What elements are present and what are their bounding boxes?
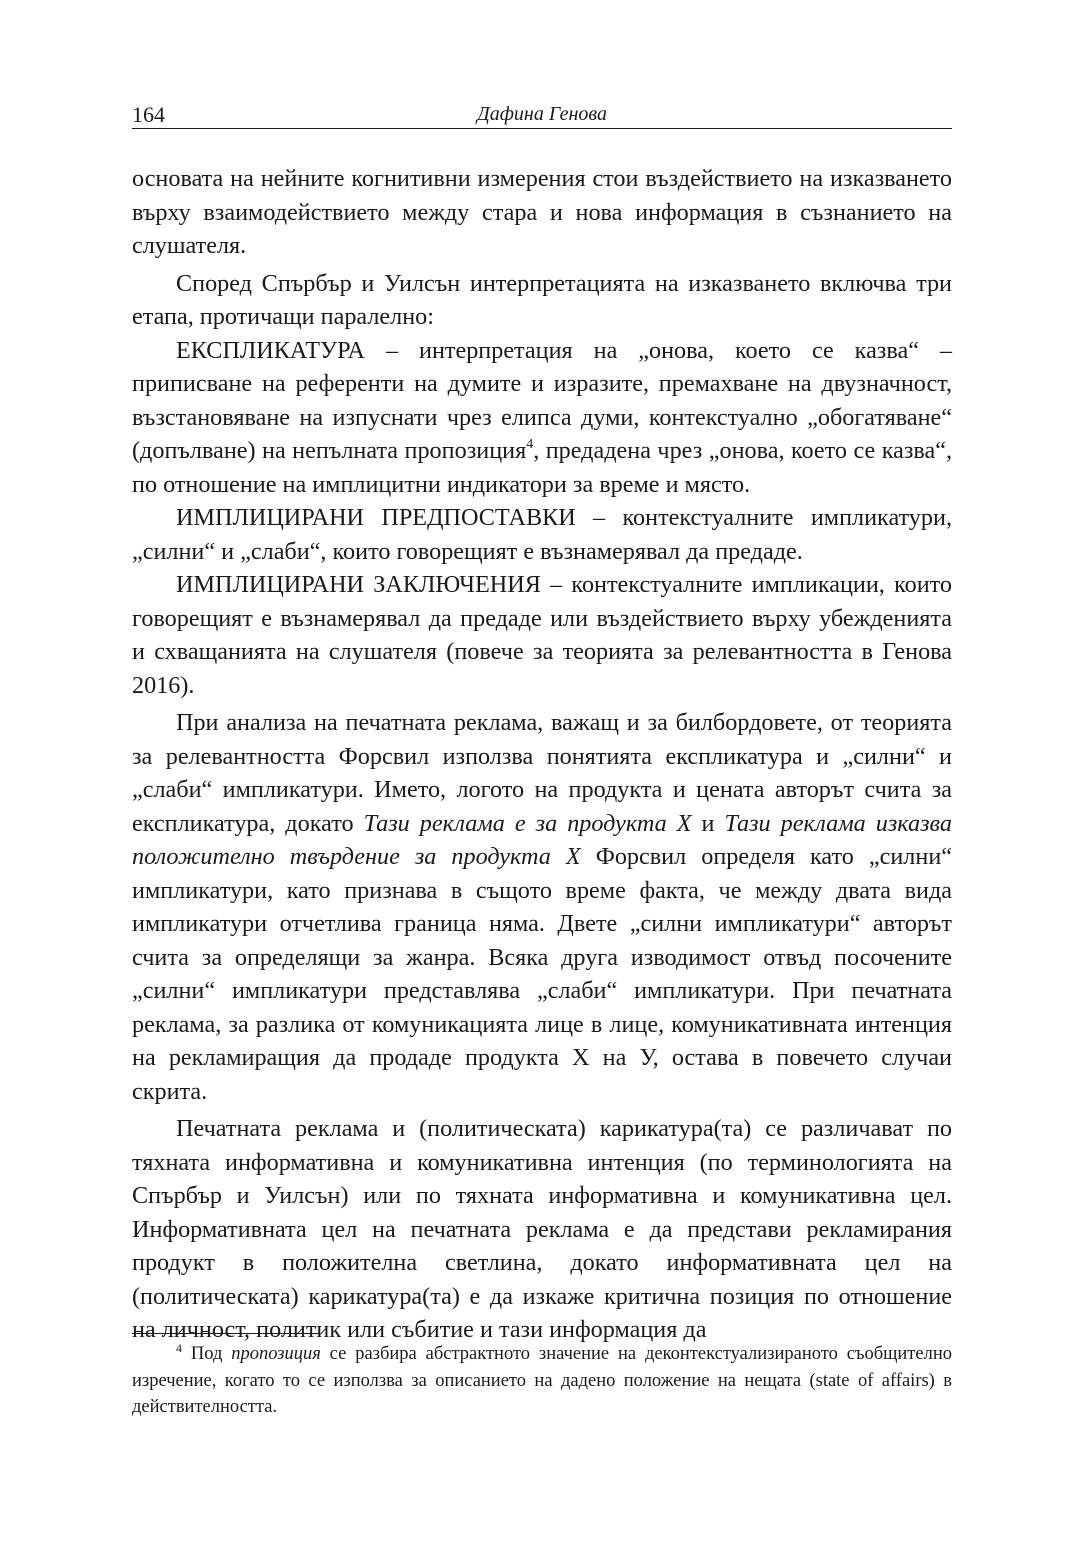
paragraph-implicated-premises: ИМПЛИЦИРАНИ ПРЕДПОСТАВКИ – контекстуалните импликатури, „силни“ и „слаби“, които говорещият е възнамерявал да предаде. (132, 504, 952, 565)
paragraph-implicated-conclusions: ИМПЛИЦИРАНИ ЗАКЛЮЧЕНИЯ – контекстуалните импликации, които говорещият е възнамерявал да предаде или въздействието върху убежденията и схващанията на слушателя (повече за теорията за релевантността в Генова 2016). (132, 571, 952, 699)
footnote-divider (132, 1333, 320, 1334)
conjunction: и (691, 809, 725, 837)
running-header (132, 100, 952, 129)
paragraph-2: Според Спърбър и Уилсън интерпретацията на изказването включва три етапа, протичащи паралелно: (132, 269, 952, 330)
paragraph-1: основата на нейните когнитивни измерения стои въздействието на изказването върху взаимодействието между стара и нова информация в съзнанието на слушателя. (132, 165, 952, 259)
body-text (132, 162, 952, 1347)
explicature-text: ЕКСПЛИКАТУРА – интерпретация на „онова, което се казва“ – приписване на референти на думите и изразите, премахване на двузначност, възстановяване на изпуснати чрез елипса думи, контекстуално „обогатяване“ (допълване) на непълната пропозиция (132, 336, 952, 464)
footnote-number: 4 (176, 1341, 182, 1355)
footnote-text: се разбира абстрактното значение на деконтекстуализираното съобщително изречение, когато то се използва за описанието на дадено положение на нещата (state of affairs) в действителността. (132, 1344, 952, 1417)
footnote (132, 1341, 952, 1421)
italic-phrase-2: Тази реклама изказва положително твърдение за продукта X (132, 809, 952, 870)
page-number: 164 (132, 102, 165, 127)
paragraph-explicature (132, 334, 952, 502)
footnote-lead: Под (182, 1344, 232, 1364)
paragraph-caricature: Печатната реклама и (политическата) карикатура(та) се различават по тяхната информативна и комуникативна интенция (по терминологията на Спърбър и Уилсън) или по тяхната информативна и комуникативна цел. Информативната цел на печатната реклама е да представи рекламирания продукт в положителна светлина, докато информативната цел на (политическата) карикатура(та) е да изкаже критична позиция по отношение на личност, политик или събитие и тази информация да (132, 1115, 952, 1343)
footnote-term: пропозиция (231, 1344, 321, 1364)
explicature-text-cont: , предадена чрез „онова, което се казва“, по отношение на имплицитни индикатори за време и място. (132, 437, 952, 498)
print-ads-text: При анализа на печатната реклама, важащ и за билбордовете, от теорията за релевантността Форсвил използва понятията експликатура и „силни“ и „слаби“ импликатури. Името, логото на продукта и цената авторът счита за експликатура, докато (132, 709, 952, 837)
running-title: Дафина Генова (477, 103, 607, 125)
paragraph-print-ads (132, 706, 952, 1108)
footnote-ref[interactable]: 4 (526, 437, 534, 452)
italic-phrase-1: Тази реклама е за продукта X (363, 809, 692, 837)
print-ads-text-cont: Форсвил определя като „силни“ импликатури, като признава в същото време факта, че между двата вида импликатури отчетлива граница няма. Двете „силни импликатури“ авторът счита за определящи за жанра. Всяка друга изводимост отвъд посочените „силни“ импликатури представлява „слаби“ импликатури. При печатната реклама, за разлика от комуникацията лице в лице, комуникативната интенция на рекламиращия да продаде продукта X на У, остава в повечето случаи скрита. (132, 843, 953, 1105)
